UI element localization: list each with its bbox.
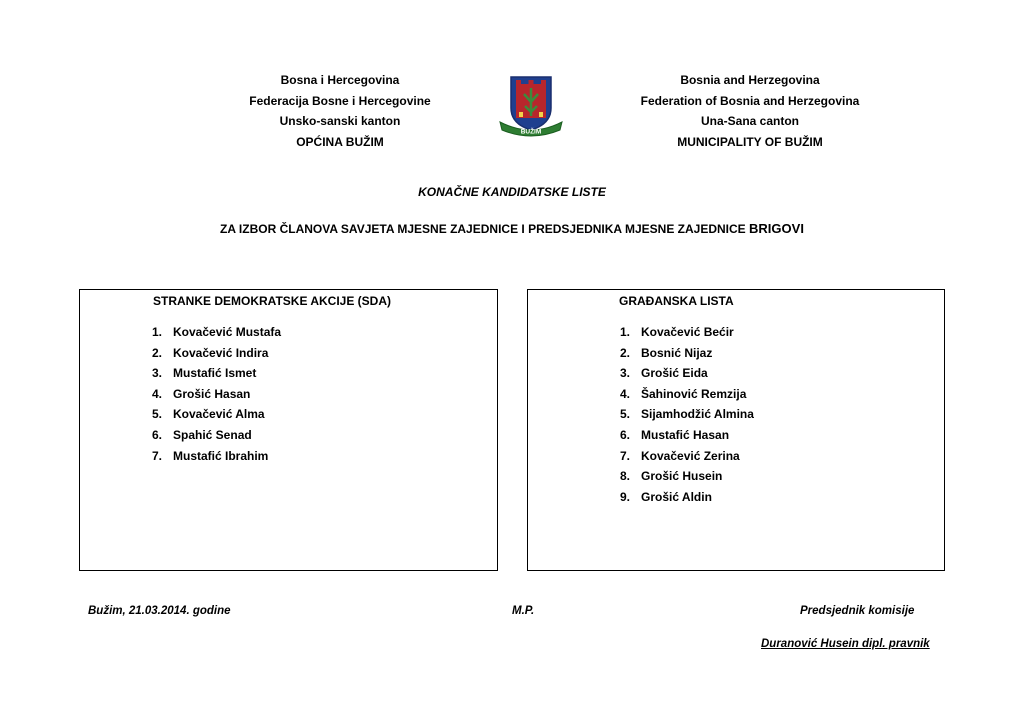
candidate-number: 3. — [152, 366, 163, 381]
candidate-number: 8. — [620, 469, 631, 484]
candidate-number: 4. — [620, 386, 631, 401]
list-title: GRAĐANSKA LISTA — [619, 294, 734, 308]
list-item — [620, 425, 754, 446]
candidate-name: Kovačević Alma — [173, 407, 265, 422]
candidate-name: Grošić Husein — [641, 469, 723, 484]
header-right — [620, 70, 880, 152]
place-and-date: Bužim, 21.03.2014. godine — [88, 605, 231, 617]
list-item — [152, 322, 281, 343]
stamp-placeholder: M.P. — [512, 605, 535, 617]
list-item — [620, 322, 754, 343]
candidate-name: Bosnić Nijaz — [641, 345, 713, 360]
candidate-number: 1. — [152, 325, 163, 339]
candidate-number: 3. — [620, 366, 631, 381]
candidate-number: 1. — [620, 325, 631, 339]
list-item — [620, 446, 754, 467]
candidate-name: Kovačević Mustafa — [173, 325, 282, 339]
list-item — [620, 343, 754, 364]
candidate-name: Mustafić Ismet — [173, 366, 257, 381]
list-item — [152, 363, 281, 384]
list-item — [620, 384, 754, 405]
candidate-number: 5. — [152, 407, 163, 422]
list-item — [620, 487, 754, 508]
municipality-name-en: MUNICIPALITY OF BUŽIM — [677, 134, 823, 149]
candidate-name: Šahinović Remzija — [641, 386, 747, 401]
municipality-name: OPĆINA BUŽIM — [296, 134, 384, 149]
header-left-line: Federacija Bosne i Hercegovine — [249, 93, 431, 108]
candidate-list — [152, 322, 281, 466]
document-subtitle — [0, 221, 1024, 236]
header-left — [230, 70, 450, 152]
candidate-name: Grošić Aldin — [641, 489, 712, 504]
document-title: KONAČNE KANDIDATSKE LISTE — [418, 185, 606, 199]
header-right-line: Una-Sana canton — [700, 114, 799, 128]
header-right-line: Federation of Bosnia and Herzegovina — [640, 93, 860, 108]
candidate-number: 6. — [152, 427, 163, 442]
crest-banner-text: BUŽIM — [520, 128, 542, 136]
list-item — [152, 425, 281, 446]
candidate-list-box-sda — [79, 289, 498, 571]
president-signature-name: Duranović Husein dipl. pravnik — [761, 638, 930, 650]
candidate-name: Grošić Eida — [641, 366, 708, 381]
list-item — [152, 404, 281, 425]
list-item — [152, 343, 281, 364]
candidate-list-box-gradjanska — [527, 289, 945, 571]
subtitle-prefix: ZA IZBOR ČLANOVA SAVJETA MJESNE ZAJEDNICE I PREDSJEDNIKA MJESNE ZAJEDNICE — [220, 222, 746, 236]
candidate-name: Sijamhodžić Almina — [641, 407, 754, 422]
candidate-number: 2. — [620, 345, 631, 360]
president-label: Predsjednik komisije — [800, 605, 915, 617]
candidate-number: 6. — [620, 427, 631, 442]
municipality-crest-icon — [497, 72, 565, 140]
candidate-number: 4. — [152, 386, 163, 401]
list-item — [620, 466, 754, 487]
header-right-line: Bosnia and Herzegovina — [680, 73, 820, 87]
candidate-name: Kovačević Zerina — [641, 448, 740, 463]
candidate-number: 2. — [152, 345, 163, 360]
candidate-list — [620, 322, 754, 507]
candidate-number: 5. — [620, 407, 631, 422]
list-title: STRANKE DEMOKRATSKE AKCIJE (SDA) — [153, 294, 392, 308]
candidate-name: Grošić Hasan — [173, 386, 251, 401]
candidate-name: Kovačević Bećir — [641, 325, 734, 339]
candidate-number: 7. — [620, 448, 631, 463]
candidate-name: Mustafić Ibrahim — [173, 448, 269, 463]
header-left-line: Unsko-sanski kanton — [279, 114, 401, 128]
candidate-name: Spahić Senad — [173, 427, 252, 442]
candidate-name: Mustafić Hasan — [641, 427, 730, 442]
header-left-line: Bosna i Hercegovina — [280, 73, 400, 87]
candidate-number: 7. — [152, 448, 163, 463]
list-item — [620, 363, 754, 384]
list-item — [620, 404, 754, 425]
list-item — [152, 446, 281, 467]
subtitle-place: BRIGOVI — [749, 221, 804, 236]
candidate-name: Kovačević Indira — [173, 345, 269, 360]
candidate-number: 9. — [620, 489, 631, 504]
list-item — [152, 384, 281, 405]
